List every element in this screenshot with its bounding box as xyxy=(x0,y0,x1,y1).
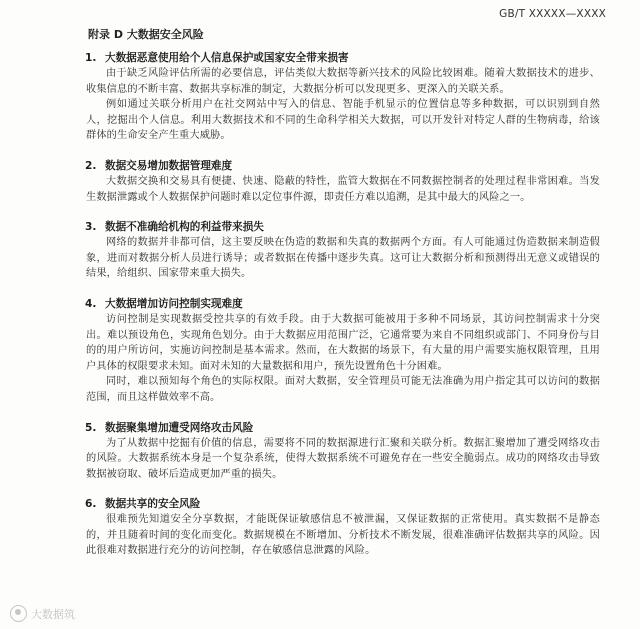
section-title: 大数据恶意使用给个人信息保护或国家安全带来损害 xyxy=(105,52,349,64)
paragraph: 由于缺乏风险评估所需的必要信息，评估类似大数据等新兴技术的风险比较困难。随着大数据技术的进步、收集信息的不断丰富、数据共享标准的制定，大数据分析可以发现更多、更深入的关联关系。 xyxy=(86,68,600,95)
section-title: 数据不准确给机构的利益带来损失 xyxy=(105,221,264,234)
section-6 xyxy=(85,496,600,559)
section-number: 6. xyxy=(85,498,97,511)
section-5 xyxy=(85,420,600,483)
section-title: 数据聚集增加遭受网络攻击风险 xyxy=(105,421,254,434)
section-heading xyxy=(85,296,600,312)
section-heading xyxy=(85,158,600,174)
appendix-title: 附录 D 大数据安全风险 xyxy=(88,28,204,41)
section-heading xyxy=(85,496,600,512)
section-3 xyxy=(85,219,600,282)
watermark-logo-icon xyxy=(10,605,27,622)
paragraph: 很难预先知道安全分享数据，才能既保证敏感信息不被泄漏，又保证数据的正常使用。真实数据不是静态的，并且随着时间的变化而变化。数据规模在不断增加、分析技术不断发展，很难准确评估数据共享的风险。因此很难对数据进行充分的访问控制，存在敏感信息泄露的风险。 xyxy=(86,514,600,557)
section-number: 4. xyxy=(85,297,97,310)
section-heading xyxy=(85,420,600,436)
document-body xyxy=(85,50,600,573)
section-1 xyxy=(85,50,600,144)
section-2 xyxy=(85,158,600,205)
section-heading xyxy=(85,219,600,235)
section-heading xyxy=(85,50,600,66)
watermark xyxy=(10,605,75,622)
paragraph: 访问控制是实现数据受控共享的有效手段。由于大数据可能被用于多种不同场景，其访问控制需求十分突出。难以预设角色，实现角色划分。由于大数据应用范围广泛，它通常要为来自不同组织或部门、不同身份与目的的用户所访问，实施访问控制是基本需求。然而，在大数据的场景下，有大量的用户需要实施权限管理，且用户具体的权限要求未知。面对未知的大量数据和用户，预先设置角色十分困难。 xyxy=(86,313,600,372)
section-4 xyxy=(85,296,600,406)
section-number: 2. xyxy=(85,159,97,172)
section-title: 数据交易增加数据管理难度 xyxy=(105,159,233,172)
paragraph: 为了从数据中挖掘有价值的信息，需要将不同的数据源进行汇聚和关联分析。数据汇聚增加了遭受网络攻击的风险。大数据系统本身是一个复杂系统，使得大数据系统不可避免存在一些安全脆弱点。成功的网络攻击导致数据被窃取、破坏后造成更加严重的损失。 xyxy=(86,437,600,480)
watermark-text: 大数据筑 xyxy=(31,607,75,621)
section-number: 3. xyxy=(85,221,97,234)
section-title: 数据共享的安全风险 xyxy=(105,498,201,511)
paragraph: 大数据交换和交易具有便捷、快速、隐蔽的特性，监管大数据在不同数据控制者的处理过程非常困难。当发生数据泄露或个人数据保护问题时难以定位事件源，即责任方难以追溯，是其中最大的风险之一。 xyxy=(86,175,600,203)
section-number: 5. xyxy=(85,421,97,434)
standard-code: GB/T XXXXX—XXXX xyxy=(499,8,606,20)
section-title: 大数据增加访问控制实现难度 xyxy=(105,297,243,310)
paragraph: 例如通过关联分析用户在社交网站中写入的信息、智能手机显示的位置信息等多种数据，可以识别到自然人，挖掘出个人信息。利用大数据技术和不同的生命科学相关大数据，可以开发针对特定人群的生物病毒，给该群体的生命安全产生重大威胁。 xyxy=(86,99,600,142)
paragraph: 同时，难以预知每个角色的实际权限。面对大数据，安全管理员可能无法准确为用户指定其可以访问的数据范围，而且这样做效率不高。 xyxy=(86,376,600,403)
section-number: 1. xyxy=(85,52,97,64)
paragraph: 网络的数据并非都可信，这主要反映在伪造的数据和失真的数据两个方面。有人可能通过伪造数据来制造假象，进而对数据分析人员进行诱导；或者数据在传播中逐步失真。这可让大数据分析和预测得出无意义或错误的结果，给组织、国家带来重大损失。 xyxy=(86,237,600,280)
